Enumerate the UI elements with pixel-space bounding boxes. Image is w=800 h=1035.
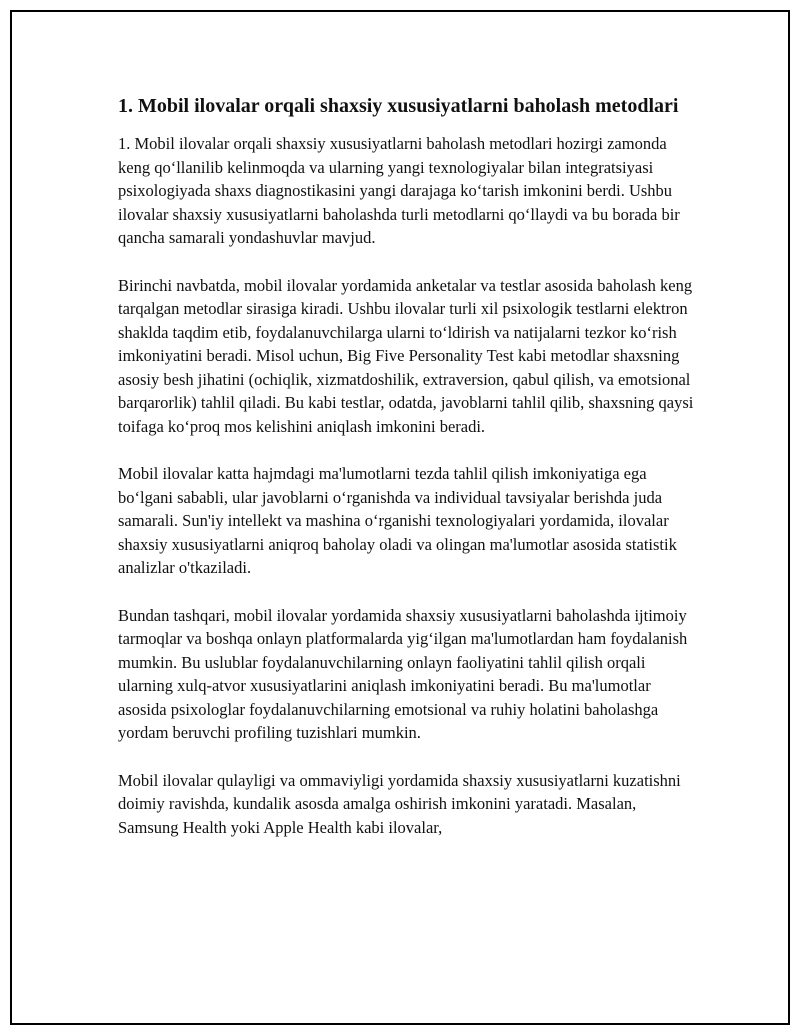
paragraph-ai-analysis: Mobil ilovalar katta hajmdagi ma'lumotlarni tezda tahlil qilish imkoniyatiga ega bo‘lgani sababli, ular javoblarni o‘rganishda va individual tavsiyalar berishda juda samarali. Sun'iy intellekt va mashina o‘rganishi texnologiyalari yordamida, ilovalar shaxsiy xususiyatlarni aniqroq baholay oladi va olingan ma'lumotlar asosida statistik analizlar o'tkaziladi.: [118, 464, 677, 577]
paragraph-health-apps: Mobil ilovalar qulayligi va ommaviyligi yordamida shaxsiy xususiyatlarni kuzatishni doimiy ravishda, kundalik asosda amalga oshirish imkonini yaratadi. Masalan, Samsung Health yoki Apple Health kabi ilovalar,: [118, 770, 681, 837]
document-body: [118, 93, 698, 863]
paragraph-tests: Birinchi navbatda, mobil ilovalar yordamida anketalar va testlar asosida baholash keng tarqalgan metodlar sirasiga kiradi. Ushbu ilovalar turli xil psixologik testlarni elektron shaklda taqdim etib, foydalanuvchilarga ularni to‘ldirish va natijalarni tezkor ko‘rish imkoniyatini beradi. Misol uchun, Big Five Personality Test kabi metodlar shaxsning asosiy besh jihatini (ochiqlik, xizmatdoshilik, extraversion, qabul qilish, va emotsional barqarorlik) tahlil qiladi. Bu kabi testlar, odatda, javoblarni tahlil qilib, shaxsning qaysi toifaga ko‘proq mos kelishini aniqlash imkonini beradi.: [118, 275, 694, 436]
paragraph-intro: 1. Mobil ilovalar orqali shaxsiy xususiyatlarni baholash metodlari hozirgi zamonda keng qo‘llanilib kelinmoqda va ularning yangi texnologiyalar bilan integratsiyasi psixologiyada shaxs diagnostikasini yangi darajaga ko‘tarish imkonini berdi. Ushbu ilovalar shaxsiy xususiyatlarni baholashda turli metodlarni qo‘llaydi va bu borada bir qancha samarali yondashuvlar mavjud.: [118, 134, 680, 247]
section-heading: 1. Mobil ilovalar orqali shaxsiy xususiyatlarni baholash metodlari: [118, 95, 679, 117]
paragraph-social-media: Bundan tashqari, mobil ilovalar yordamida shaxsiy xususiyatlarni baholashda ijtimoiy tarmoqlar va boshqa onlayn platformalarda yig‘ilgan ma'lumotlardan ham foydalanish mumkin. Bu uslublar foydalanuvchilarning onlayn faoliyatini tahlil qilish orqali ularning xulq-atvor xususiyatlarini aniqlash imkoniyatini beradi. Bu ma'lumotlar asosida psixologlar foydalanuvchilarning emotsional va ruhiy holatini baholashga yordam beruvchi profiling tuzishlari mumkin.: [118, 605, 688, 742]
